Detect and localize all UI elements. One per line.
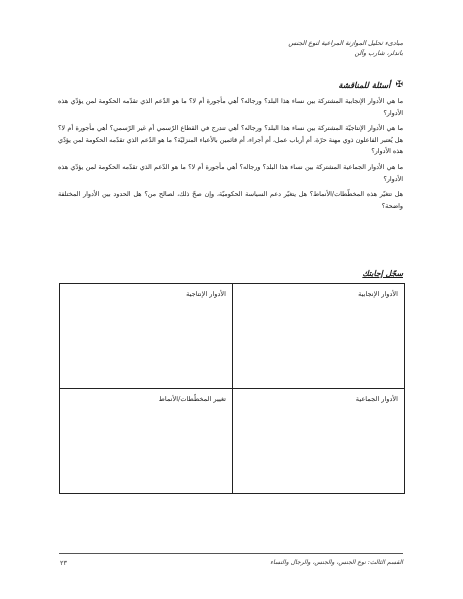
discussion-questions: [58, 96, 403, 216]
footer-section-title: القسم الثالث: نوع الجنس، والجنس، والرجال والنساء: [270, 559, 403, 566]
answer-cell-reproductive[interactable]: [232, 284, 404, 389]
answer-cell-productive[interactable]: [60, 284, 232, 389]
answer-cell-label: الأدوار الإنتاجية: [186, 290, 226, 298]
question-community: ما هي الأدوار الجماعية المشتركة بين نساء هذا البلد؟ ورجاله؟ أهي مأجورة أم لا؟ ما هو الدّعم الذي تقدّمه الحكومة لمن يؤدّي هذه الأدوار؟: [58, 162, 403, 183]
question-productive: ما هي الأدوار الإنتاجيّة المشتركة بين نساء هذا البلد؟ ورجاله؟ أهي تندرج في القطاع الرّسمي أم غير الرّسمي؟ أهي مأجورة أم لا؟ هل يُعتبر الفاعلون ذوي مهنة حرّة، أم أرباب عمل، أم أجراء، أم قائمين بالأعباء المنزليّة؟ ما هو الدّعم الذي تقدّمه الحكومة لمن يؤدّي هذه الأدوار؟: [58, 124, 403, 156]
header-title: مبادىء تحليل الموازنة المراعية لنوع الجنس: [288, 39, 403, 47]
answer-cell-label: تغيير المخطّطات/الأنماط: [158, 394, 226, 403]
page-number: ٢٣: [60, 559, 68, 567]
question-reproductive: ما هي الأدوار الإنجابية المشتركة بين نساء هذا البلد؟ ورجاله؟ أهي مأجورة أم لا؟ ما هو الدّعم الذي تقدّمه الحكومة لمن يؤدّي هذه الأدوار؟: [58, 97, 403, 117]
answer-cell-pattern-change[interactable]: [60, 389, 232, 494]
answer-grid: [59, 283, 405, 494]
answer-cell-label: الأدوار الجماعية: [355, 394, 398, 403]
discussion-heading: [338, 80, 403, 90]
question-change: هل تتغيّر هذه المخطّطات/الأنماط؟ هل يتغيّر دعم السياسة الحكوميّة، وإن صحّ ذلك، لصالح من؟ هل الحدود بين الأدوار المختلفة واضحة؟: [58, 190, 403, 210]
header-authors: باندلر، شارب وآلن: [354, 49, 403, 57]
record-answer-label: سجّل إجابتك: [362, 269, 403, 278]
answer-cell-community[interactable]: [232, 389, 404, 494]
answer-cell-label: الأدوار الإنجابية: [358, 290, 398, 298]
discussion-heading-text: أسئلة للمناقشة: [338, 80, 391, 90]
decorative-star-icon: ✠: [395, 80, 403, 90]
footer-divider: [59, 553, 403, 554]
running-header: [83, 38, 403, 58]
